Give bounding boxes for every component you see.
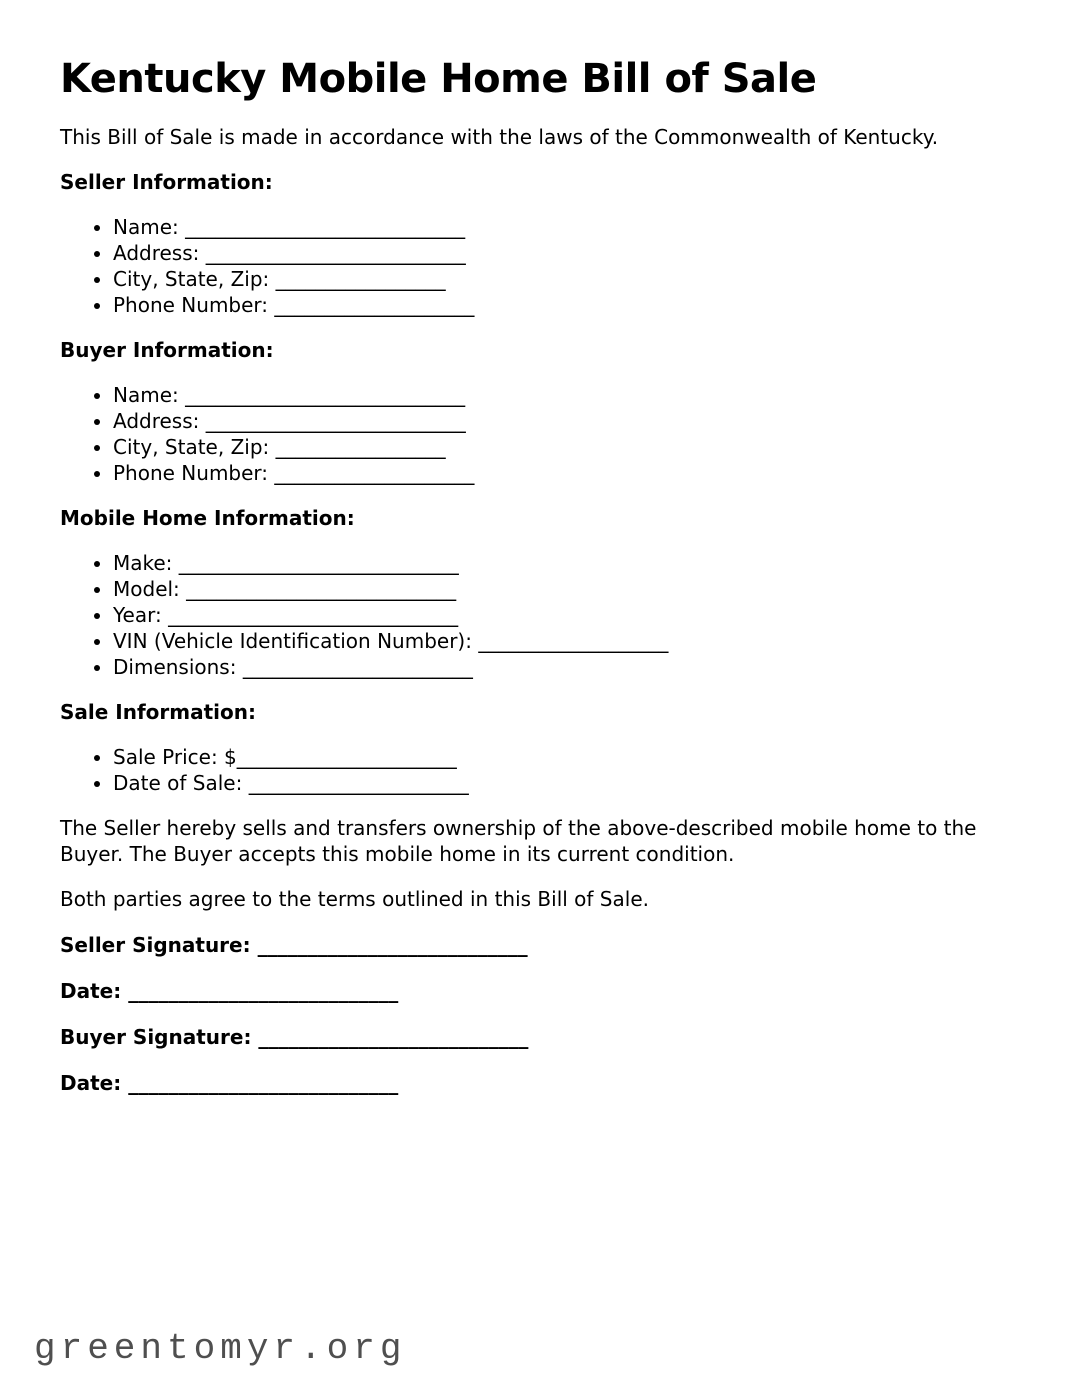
field-label: Date of Sale: (113, 771, 249, 795)
buyer-date-row (60, 1070, 1013, 1096)
year-row (113, 602, 1013, 628)
buyer-name-row (113, 382, 1013, 408)
blank-line: _____________________________ (168, 603, 459, 627)
signature-line: ___________________________ (128, 979, 399, 1003)
blank-line: ____________________________ (185, 383, 466, 407)
seller-phone-row (113, 292, 1013, 318)
blank-line: _________________ (275, 267, 446, 291)
buyer-phone-row (113, 460, 1013, 486)
blank-line: __________________________ (205, 241, 466, 265)
buyer-information-list (60, 382, 1013, 486)
field-label: Name: (113, 383, 186, 407)
buyer-information-heading: Buyer Information: (60, 338, 274, 362)
dimensions-row (113, 654, 1013, 680)
seller-name-row (113, 214, 1013, 240)
field-label: Model: (113, 577, 187, 601)
sale-information-list (60, 744, 1013, 796)
mobile-home-information-heading: Mobile Home Information: (60, 506, 355, 530)
vin-row (113, 628, 1013, 654)
blank-line: ___________________ (478, 629, 669, 653)
field-label: Address: (113, 409, 206, 433)
seller-address-row (113, 240, 1013, 266)
field-label: Phone Number: (113, 293, 275, 317)
section-sale-information (60, 699, 1013, 796)
blank-line: _______________________ (242, 655, 473, 679)
buyer-city-state-zip-row (113, 434, 1013, 460)
field-label: City, State, Zip: (113, 435, 276, 459)
field-label: Phone Number: (113, 461, 275, 485)
field-label: City, State, Zip: (113, 267, 276, 291)
signature-line: ___________________________ (257, 933, 528, 957)
document-title: Kentucky Mobile Home Bill of Sale (60, 56, 817, 102)
field-label: Sale Price: $ (113, 745, 237, 769)
sale-information-heading: Sale Information: (60, 700, 256, 724)
blank-line: ____________________________ (178, 551, 459, 575)
field-label: Buyer Signature: (60, 1025, 259, 1049)
seller-information-heading: Seller Information: (60, 170, 273, 194)
date-of-sale-row (113, 770, 1013, 796)
blank-line: ____________________________ (185, 215, 466, 239)
buyer-signature-row (60, 1024, 1013, 1050)
field-label: Seller Signature: (60, 933, 258, 957)
field-label: Name: (113, 215, 186, 239)
seller-date-row (60, 978, 1013, 1004)
blank-line: __________________________ (205, 409, 466, 433)
make-row (113, 550, 1013, 576)
section-buyer-information (60, 337, 1013, 486)
field-label: Date: (60, 1071, 129, 1095)
intro-paragraph: This Bill of Sale is made in accordance with the laws of the Commonwealth of Kentucky. (60, 125, 939, 149)
signature-line: ___________________________ (258, 1025, 529, 1049)
transfer-clause-paragraph: The Seller hereby sells and transfers ownership of the above-described mobile home to the Buyer. The Buyer accepts this mobile home in its current condition. (60, 816, 977, 866)
blank-line: ____________________ (274, 293, 475, 317)
agreement-paragraph: Both parties agree to the terms outlined in this Bill of Sale. (60, 887, 649, 911)
field-label: VIN (Vehicle Identification Number): (113, 629, 479, 653)
blank-line: ____________________ (274, 461, 475, 485)
watermark-text: greentomyr.org (34, 1328, 407, 1369)
field-label: Make: (113, 551, 179, 575)
section-seller-information (60, 169, 1013, 318)
buyer-address-row (113, 408, 1013, 434)
blank-line: ___________________________ (186, 577, 457, 601)
blank-line: ______________________ (236, 745, 457, 769)
field-label: Date: (60, 979, 129, 1003)
seller-information-list (60, 214, 1013, 318)
model-row (113, 576, 1013, 602)
seller-signature-row (60, 932, 1013, 958)
field-label: Address: (113, 241, 206, 265)
field-label: Dimensions: (113, 655, 243, 679)
section-mobile-home-information (60, 505, 1013, 680)
seller-city-state-zip-row (113, 266, 1013, 292)
mobile-home-information-list (60, 550, 1013, 680)
blank-line: _________________ (275, 435, 446, 459)
signature-line: ___________________________ (128, 1071, 399, 1095)
blank-line: ______________________ (248, 771, 469, 795)
sale-price-row (113, 744, 1013, 770)
field-label: Year: (113, 603, 169, 627)
